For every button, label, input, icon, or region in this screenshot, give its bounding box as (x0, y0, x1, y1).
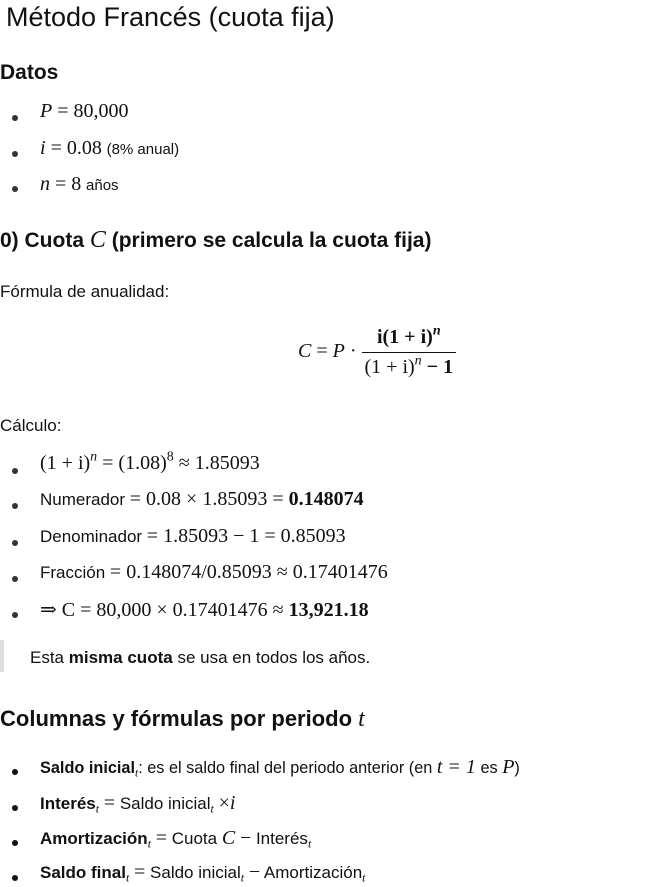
formula-denominator: $(1 + i)^n - 1$ (364, 353, 454, 378)
quote-bar (0, 640, 4, 672)
bullet (12, 576, 18, 582)
bullet (12, 468, 18, 474)
bullet (12, 540, 18, 546)
datos-heading: Datos (0, 61, 59, 84)
annuity-formula: C = P · $\frac{i(1 + i)^n}{(1 + i)^n - 1}$ (298, 326, 456, 379)
bullet (12, 612, 18, 618)
col-interes: Interés$_t$ = Saldo inicial$_t$ ×i (40, 792, 236, 816)
formula-label: Fórmula de anualidad: (0, 282, 170, 301)
col-amortizacion: Amortización$_t$ = Cuota C − Interés$_t$ (40, 827, 312, 851)
dato-principal: P = 80,000 (40, 100, 129, 122)
bullet (12, 186, 18, 192)
columnas-heading: Columnas y fórmulas por periodo t (0, 706, 365, 732)
bullet (12, 875, 18, 881)
cuota-heading: 0) Cuota C (primero se calcula la cuota fija) (0, 227, 432, 253)
dato-plazo: n = 8 años (40, 173, 119, 195)
col-saldo-final: Saldo final$_t$ = Saldo inicial$_t$ − Amortización$_t$ (40, 861, 366, 885)
quote-note: Esta misma cuota se usa en todos los años. (30, 648, 371, 667)
calc-power: $(1 + i)^n = (1.08)^8 \approx 1.85093$ (40, 449, 260, 474)
formula-fraction (362, 323, 457, 379)
dato-tasa: i = 0.08 (8% anual) (40, 137, 180, 159)
page-title: Método Francés (cuota fija) (6, 2, 335, 32)
bullet (12, 151, 18, 157)
bullet (12, 805, 18, 811)
calc-label: Cálculo: (0, 416, 62, 435)
bullet (12, 769, 18, 775)
bullet (12, 503, 18, 509)
col-saldo-inicial: Saldo inicial$_t$: es el saldo final del periodo anterior (en t = 1 es P) (40, 756, 520, 780)
formula-numerator: $i(1 + i)^n$ (362, 326, 457, 353)
calc-denominador: Denominador = 1.85093 − 1 = 0.85093 (40, 525, 346, 547)
bullet (12, 840, 18, 846)
bullet (12, 115, 18, 121)
calc-fraccion: Fracción = 0.148074/0.85093 ≈ 0.17401476 (40, 561, 388, 583)
calc-cuota-result: ⇒ C = 80,000 × 0.17401476 ≈ 13,921.18 (40, 599, 369, 621)
calc-numerador: Numerador = 0.08 × 1.85093 = 0.148074 (40, 488, 364, 510)
